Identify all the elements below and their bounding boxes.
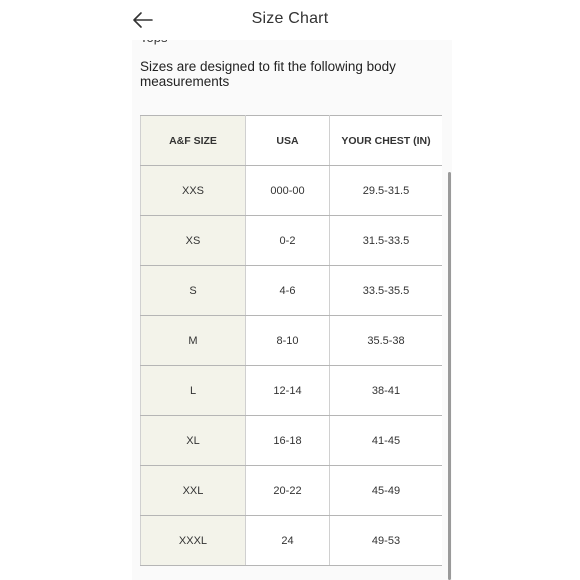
size-chart-table bbox=[140, 115, 442, 566]
cell-chest: 35.5-38 bbox=[330, 316, 443, 366]
cell-af-size: XL bbox=[141, 416, 246, 466]
scrollbar[interactable] bbox=[448, 172, 451, 580]
cell-af-size: S bbox=[141, 266, 246, 316]
table-row bbox=[141, 316, 443, 366]
header-af-size: A&F SIZE bbox=[141, 116, 246, 166]
cell-af-size: L bbox=[141, 366, 246, 416]
cell-chest: 33.5-35.5 bbox=[330, 266, 443, 316]
cell-chest: 31.5-33.5 bbox=[330, 216, 443, 266]
cell-chest: 49-53 bbox=[330, 516, 443, 566]
cell-af-size: M bbox=[141, 316, 246, 366]
cell-usa: 4-6 bbox=[246, 266, 330, 316]
cell-usa: 12-14 bbox=[246, 366, 330, 416]
cell-usa: 000-00 bbox=[246, 166, 330, 216]
cell-af-size: XS bbox=[141, 216, 246, 266]
header-usa: USA bbox=[246, 116, 330, 166]
table-row bbox=[141, 266, 443, 316]
cell-usa: 8-10 bbox=[246, 316, 330, 366]
page-title: Size Chart bbox=[251, 10, 329, 27]
table-row bbox=[141, 416, 443, 466]
cell-usa: 20-22 bbox=[246, 466, 330, 516]
cell-chest: 29.5-31.5 bbox=[330, 166, 443, 216]
size-chart-content[interactable] bbox=[132, 40, 452, 580]
cell-usa: 16-18 bbox=[246, 416, 330, 466]
cell-af-size: XXXL bbox=[141, 516, 246, 566]
table-row bbox=[141, 166, 443, 216]
intro-text: Sizes are designed to fit the following body measurements bbox=[140, 59, 396, 89]
table-row bbox=[141, 516, 443, 566]
cell-usa: 0-2 bbox=[246, 216, 330, 266]
cell-af-size: XXS bbox=[141, 166, 246, 216]
table-row bbox=[141, 366, 443, 416]
cell-chest: 41-45 bbox=[330, 416, 443, 466]
cell-chest: 38-41 bbox=[330, 366, 443, 416]
cell-chest: 45-49 bbox=[330, 466, 443, 516]
header-bar bbox=[0, 0, 580, 40]
table-row bbox=[141, 466, 443, 516]
cell-usa: 24 bbox=[246, 516, 330, 566]
table-row bbox=[141, 216, 443, 266]
header-chest: YOUR CHEST (IN) bbox=[330, 116, 443, 166]
table-header-row bbox=[141, 116, 443, 166]
cell-af-size: XXL bbox=[141, 466, 246, 516]
